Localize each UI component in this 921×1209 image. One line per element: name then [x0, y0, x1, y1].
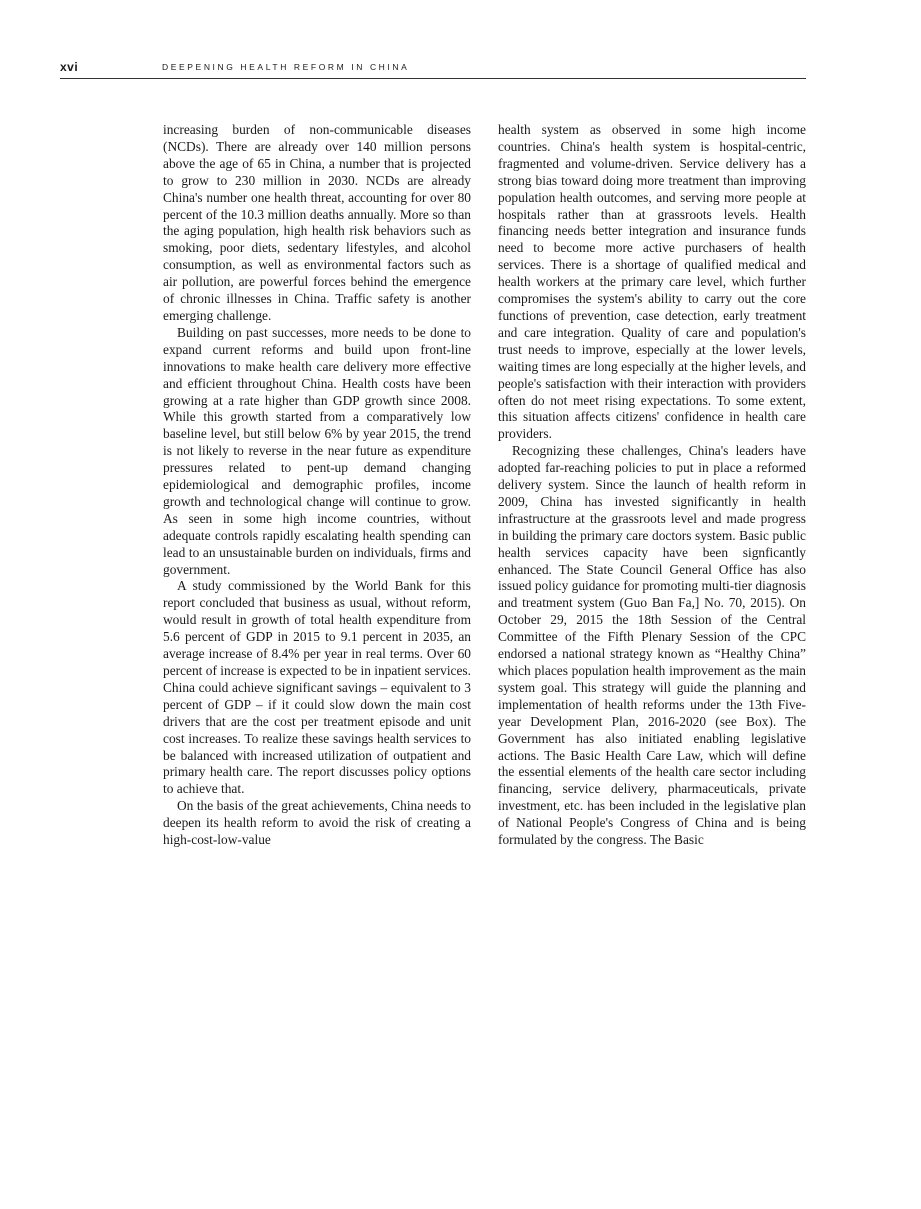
paragraph: A study commissioned by the World Bank for this report concluded that business as usual, without reform, would result in growth of total health expenditure from 5.6 percent of GDP in 2015 to 9.1 percent in 2035, an average increase of 8.4% per year in real terms. Over 60 percent of increase is expected to be in inpatient services. China could achieve significant savings – equivalent to 3 percent of GDP – if it could slow down the main cost drivers that are the cost per treatment episode and unit cost increases. To realize these savings health services to be balanced with increased utilization of outpatient and primary health care. The report discusses policy options to achieve that. [163, 578, 471, 797]
running-head: DEEPENING HEALTH REFORM IN CHINA [162, 62, 410, 72]
paragraph: health system as observed in some high income countries. China's health system is hospital-centric, fragmented and volume-driven. Service delivery has a strong bias toward doing more treatment than improving population health outcomes, and serving more people at hospitals rather than at grassroots levels. Health financing needs better integration and insurance funds need to become more active purchasers of health services. There is a shortage of qualified medical and health workers at the primary care level, which further compromises the system's ability to carry out the core functions of prevention, case detection, early treatment and care integration. Quality of care and population's trust needs to improve, especially at the lower levels, waiting times are long especially at the higher levels, and people's satisfaction with their interaction with providers often do not meet rising expectations. To some extent, this situation affects citizens' confidence in health care providers. [498, 122, 806, 442]
right-column [498, 122, 806, 849]
page-number: xvi [60, 60, 79, 74]
left-column [163, 122, 471, 849]
paragraph: Building on past successes, more needs to be done to expand current reforms and build upon front-line innovations to make health care delivery more effective and efficient throughout China. Health costs have been growing at a rate higher than GDP growth since 2008. While this growth started from a comparatively low baseline level, but still below 6% by year 2015, the trend is not likely to reverse in the near future as expenditure pressures related to pent-up demand changing epidemiological and demographic profiles, income growth and technological change will continue to grow. As seen in some high income countries, without adequate controls rapidly escalating health spending can lead to an unsustainable burden on individuals, firms and government. [163, 324, 471, 577]
paragraph: Recognizing these challenges, China's leaders have adopted far-reaching policies to put in place a reformed delivery system. Since the launch of health reform in 2009, China has invested significantly in health infrastructure at the grassroots level and made progress in building the primary care doctors system. Basic public health services capacity have been signficantly enhanced. The State Council General Office has also issued policy guidance for promoting multi-tier diagnosis and treatment system (Guo Ban Fa,] No. 70, 2015). On October 29, 2015 the 18th Session of the Central Committee of the Fifth Plenary Session of the CPC endorsed a national strategy known as “Healthy China” which places population health improvement as the main system goal. This strategy will guide the planning and implementation of health reforms under the 13th Five-year Development Plan, 2016-2020 (see Box). The Government has also initiated enabling legislative actions. The Basic Health Care Law, which will define the essential elements of the health care sector including financing, service delivery, pharmaceuticals, private investment, etc. has been included in the legislative plan of National People's Congress of China and is being formulated by the congress. The Basic [498, 443, 806, 848]
paragraph: On the basis of the great achievements, China needs to deepen its health reform to avoid the risk of creating a high-cost-low-value [163, 798, 471, 848]
header-rule [60, 78, 806, 79]
paragraph: increasing burden of non-communicable diseases (NCDs). There are already over 140 million persons above the age of 65 in China, a number that is projected to grow to 230 million in 2030. NCDs are already China's number one health threat, accounting for over 80 percent of the 10.3 million deaths annually. More so than the aging population, high health risk behaviors such as smoking, poor diets, sedentary lifestyles, and alcohol consumption, as well as environmental factors such as air pollution, are powerful forces behind the emergence of chronic illnesses in China. Traffic safety is another emerging challenge. [163, 122, 471, 323]
